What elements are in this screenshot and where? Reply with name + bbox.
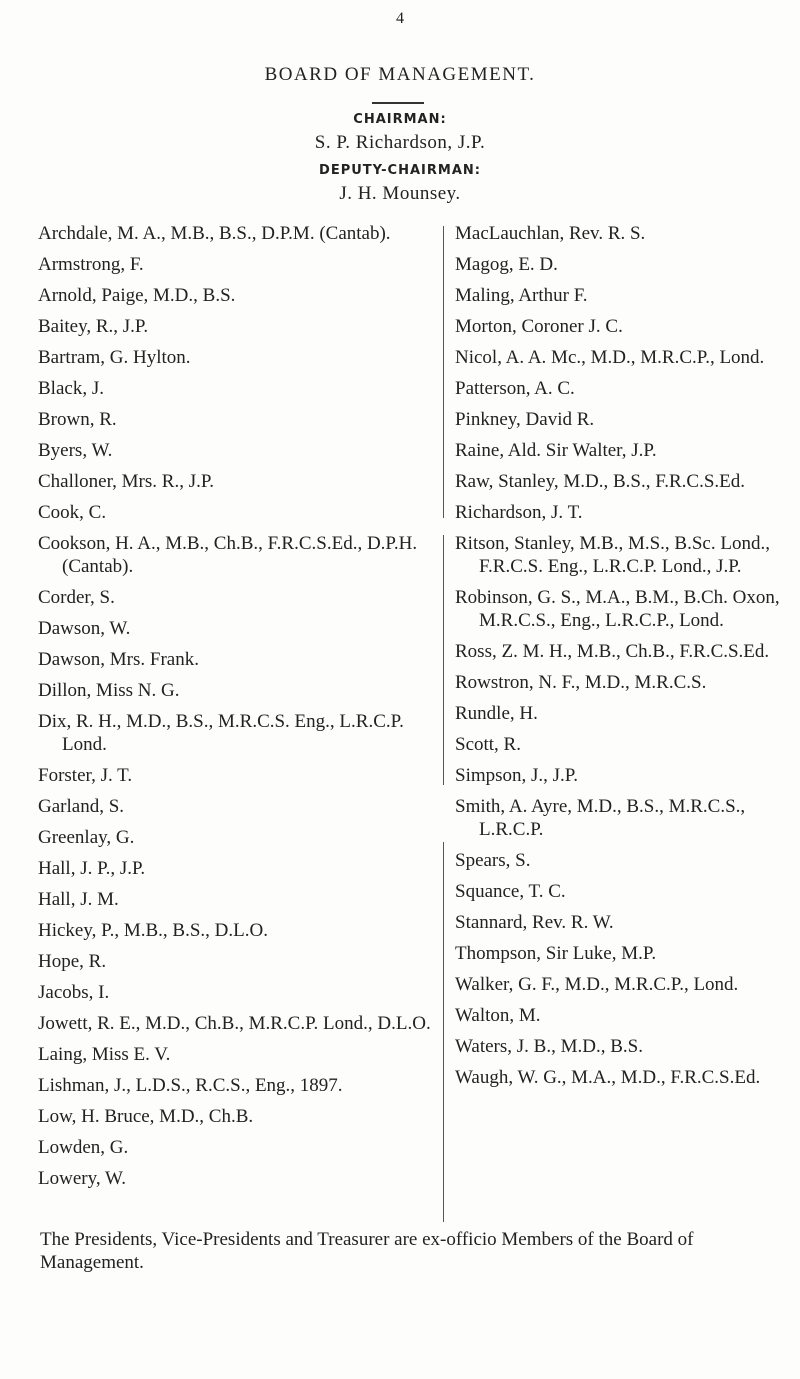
member-entry: Waters, J. B., M.D., B.S. <box>455 1036 643 1057</box>
member-entry: Dawson, W. <box>38 618 131 639</box>
ex-officio-note: The Presidents, Vice-Presidents and Treasurer are ex-officio Members of the Board of Management. <box>40 1229 694 1273</box>
member-entry: Rowstron, N. F., M.D., M.R.C.S. <box>455 672 707 693</box>
member-entry: Archdale, M. A., M.B., B.S., D.P.M. (Cantab). <box>38 223 391 244</box>
member-entry: Cookson, H. A., M.B., Ch.B., F.R.C.S.Ed., D.P.H. (Cantab). <box>38 533 418 577</box>
members-list-right <box>455 222 795 1097</box>
member-entry: Arnold, Paige, M.D., B.S. <box>38 285 236 306</box>
member-entry: Hall, J. P., J.P. <box>38 858 146 879</box>
member-entry: Cook, C. <box>38 502 107 523</box>
chairman-label: CHAIRMAN: <box>353 112 447 127</box>
member-entry: Baitey, R., J.P. <box>38 316 149 337</box>
member-entry: Lowery, W. <box>38 1168 126 1189</box>
member-entry: Walker, G. F., M.D., M.R.C.P., Lond. <box>455 974 739 995</box>
member-entry: Hickey, P., M.B., B.S., D.L.O. <box>38 920 268 941</box>
member-entry: Jacobs, I. <box>38 982 110 1003</box>
column-divider <box>443 535 444 785</box>
member-entry: Raine, Ald. Sir Walter, J.P. <box>455 440 657 461</box>
chairman-name: S. P. Richardson, J.P. <box>314 132 486 153</box>
member-entry: Patterson, A. C. <box>455 378 575 399</box>
members-list-left <box>38 222 438 1198</box>
member-entry: Squance, T. C. <box>455 881 566 902</box>
member-entry: Morton, Coroner J. C. <box>455 316 623 337</box>
member-entry: Smith, A. Ayre, M.D., B.S., M.R.C.S., L.R.C.P. <box>455 796 746 840</box>
member-entry: Byers, W. <box>38 440 113 461</box>
column-divider <box>443 226 444 518</box>
member-entry: Challoner, Mrs. R., J.P. <box>38 471 215 492</box>
member-entry: Waugh, W. G., M.A., M.D., F.R.C.S.Ed. <box>455 1067 761 1088</box>
page-title: BOARD OF MANAGEMENT. <box>264 64 536 85</box>
member-entry: Lowden, G. <box>38 1137 129 1158</box>
member-entry: Lishman, J., L.D.S., R.C.S., Eng., 1897. <box>38 1075 343 1096</box>
member-entry: Ritson, Stanley, M.B., M.S., B.Sc. Lond., F.R.C.S. Eng., L.R.C.P. Lond., J.P. <box>455 533 770 577</box>
member-entry: Brown, R. <box>38 409 117 430</box>
member-entry: Robinson, G. S., M.A., B.M., B.Ch. Oxon, M.R.C.S., Eng., L.R.C.P., Lond. <box>455 587 780 631</box>
member-entry: Maling, Arthur F. <box>455 285 588 306</box>
member-entry: Nicol, A. A. Mc., M.D., M.R.C.P., Lond. <box>455 347 765 368</box>
member-entry: Rundle, H. <box>455 703 538 724</box>
deputy-chairman-label: DEPUTY-CHAIRMAN: <box>319 163 481 178</box>
member-entry: Jowett, R. E., M.D., Ch.B., M.R.C.P. Lond., D.L.O. <box>38 1013 431 1034</box>
member-entry: Raw, Stanley, M.D., B.S., F.R.C.S.Ed. <box>455 471 746 492</box>
member-entry: Magog, E. D. <box>455 254 558 275</box>
member-entry: Pinkney, David R. <box>455 409 595 430</box>
deputy-chairman-name: J. H. Mounsey. <box>339 183 461 204</box>
member-entry: Garland, S. <box>38 796 125 817</box>
member-entry: Dillon, Miss N. G. <box>38 680 180 701</box>
member-entry: Stannard, Rev. R. W. <box>455 912 614 933</box>
member-entry: Dawson, Mrs. Frank. <box>38 649 199 670</box>
member-entry: Thompson, Sir Luke, M.P. <box>455 943 657 964</box>
title-rule <box>372 102 424 104</box>
member-entry: Dix, R. H., M.D., B.S., M.R.C.S. Eng., L.R.C.P. Lond. <box>38 711 404 755</box>
member-entry: Laing, Miss E. V. <box>38 1044 171 1065</box>
member-entry: Hope, R. <box>38 951 107 972</box>
member-entry: Black, J. <box>38 378 104 399</box>
member-entry: Forster, J. T. <box>38 765 133 786</box>
member-entry: Ross, Z. M. H., M.B., Ch.B., F.R.C.S.Ed. <box>455 641 770 662</box>
member-entry: Corder, S. <box>38 587 115 608</box>
member-entry: MacLauchlan, Rev. R. S. <box>455 223 646 244</box>
member-entry: Scott, R. <box>455 734 521 755</box>
member-entry: Greenlay, G. <box>38 827 135 848</box>
member-entry: Simpson, J., J.P. <box>455 765 579 786</box>
member-entry: Hall, J. M. <box>38 889 119 910</box>
member-entry: Spears, S. <box>455 850 531 871</box>
member-entry: Richardson, J. T. <box>455 502 583 523</box>
member-entry: Bartram, G. Hylton. <box>38 347 191 368</box>
column-divider <box>443 842 444 1222</box>
member-entry: Low, H. Bruce, M.D., Ch.B. <box>38 1106 254 1127</box>
page-number: 4 <box>396 10 404 27</box>
member-entry: Armstrong, F. <box>38 254 144 275</box>
member-entry: Walton, M. <box>455 1005 541 1026</box>
